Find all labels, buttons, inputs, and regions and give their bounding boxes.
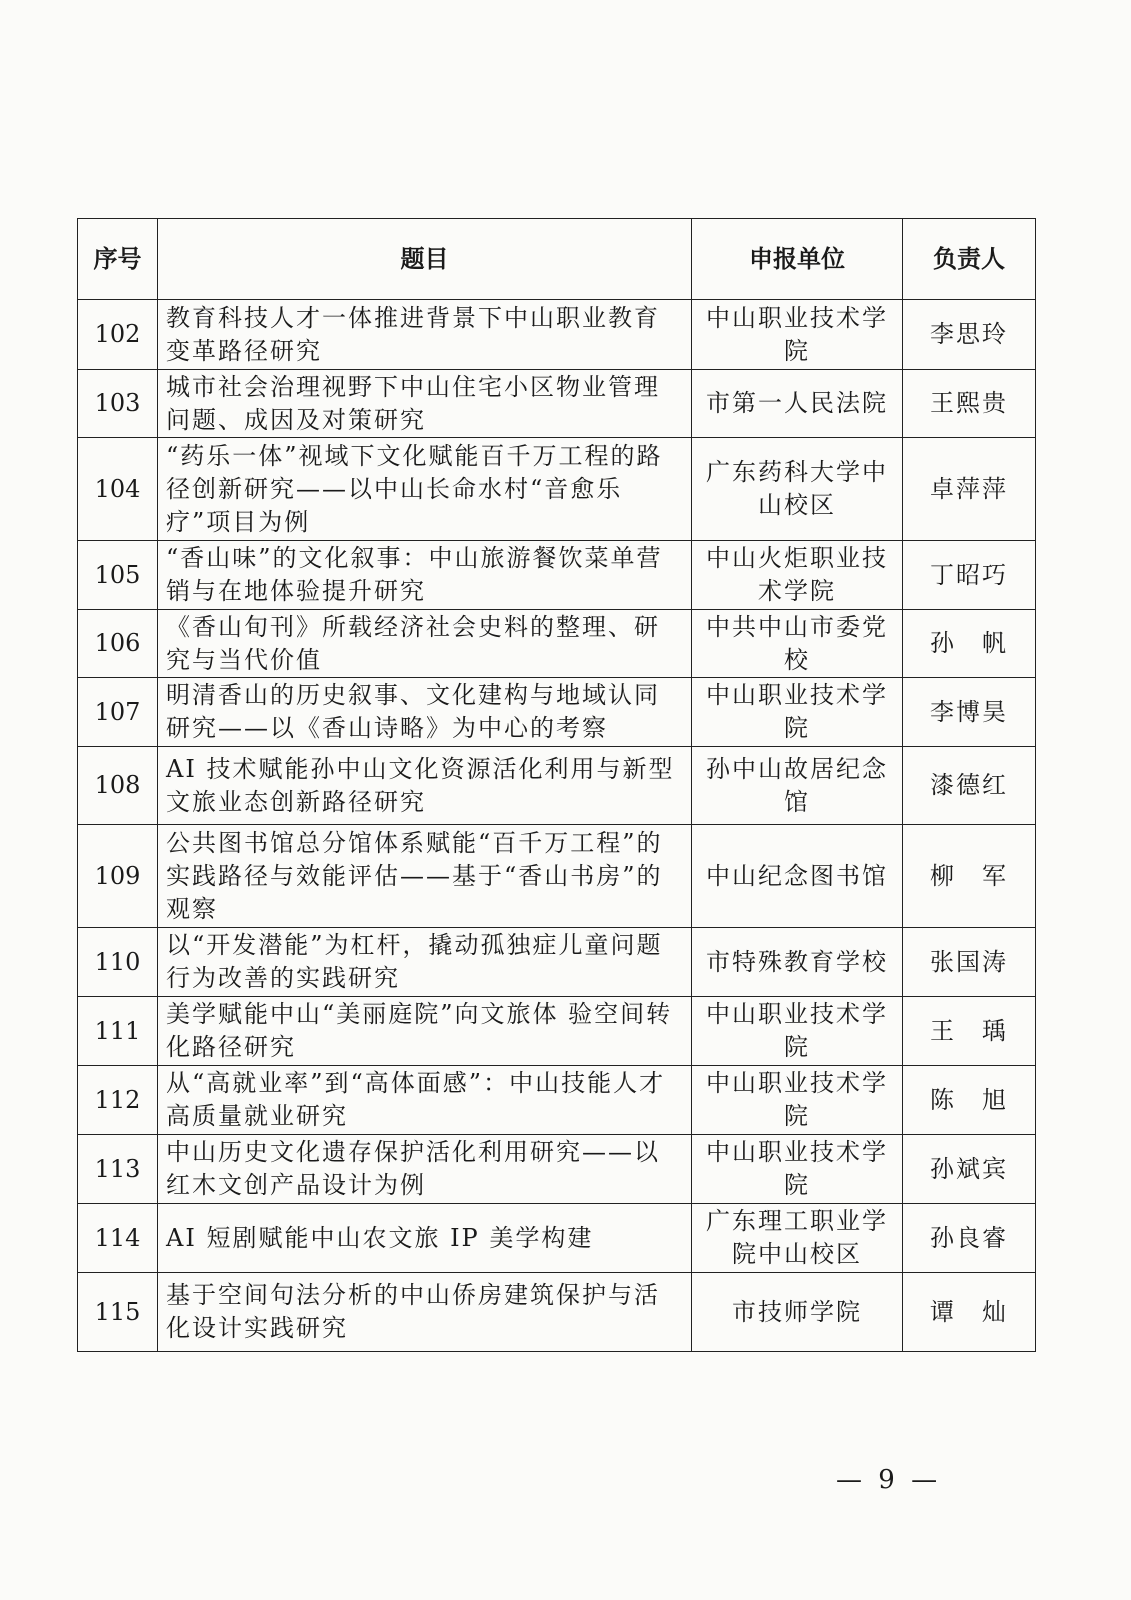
cell-title: AI 短剧赋能中山农文旅 IP 美学构建 (158, 1204, 692, 1273)
cell-no: 113 (78, 1135, 158, 1204)
cell-person: 陈 旭 (903, 1066, 1036, 1135)
cell-unit: 中山火炬职业技术学院 (692, 541, 903, 610)
cell-unit: 广东药科大学中山校区 (692, 438, 903, 541)
cell-unit: 市特殊教育学校 (692, 928, 903, 997)
cell-title: 美学赋能中山“美丽庭院”向文旅体 验空间转化路径研究 (158, 997, 692, 1066)
cell-unit: 中山职业技术学院 (692, 997, 903, 1066)
cell-unit: 孙中山故居纪念馆 (692, 747, 903, 825)
cell-unit: 中山职业技术学院 (692, 300, 903, 370)
cell-person: 张国涛 (903, 928, 1036, 997)
table-row (78, 1066, 1036, 1135)
table-row (78, 370, 1036, 438)
cell-no: 108 (78, 747, 158, 825)
cell-person: 卓萍萍 (903, 438, 1036, 541)
cell-title: “香山味”的文化叙事：中山旅游餐饮菜单营销与在地体验提升研究 (158, 541, 692, 610)
table-body (78, 300, 1036, 1352)
cell-title: 公共图书馆总分馆体系赋能“百千万工程”的实践路径与效能评估——基于“香山书房”的观察 (158, 825, 692, 928)
cell-person: 李博昊 (903, 678, 1036, 747)
cell-no: 105 (78, 541, 158, 610)
cell-person: 王熙贵 (903, 370, 1036, 438)
table-row (78, 678, 1036, 747)
cell-no: 111 (78, 997, 158, 1066)
cell-no: 106 (78, 610, 158, 678)
cell-person: 李思玲 (903, 300, 1036, 370)
cell-unit: 中山职业技术学院 (692, 1066, 903, 1135)
cell-unit: 中共中山市委党校 (692, 610, 903, 678)
header-title: 题目 (158, 219, 692, 300)
cell-person: 王 瑀 (903, 997, 1036, 1066)
cell-unit: 广东理工职业学院中山校区 (692, 1204, 903, 1273)
cell-unit: 中山职业技术学院 (692, 1135, 903, 1204)
cell-no: 112 (78, 1066, 158, 1135)
cell-no: 109 (78, 825, 158, 928)
cell-no: 114 (78, 1204, 158, 1273)
cell-person: 孙良睿 (903, 1204, 1036, 1273)
page-number: — 9 — (836, 1465, 942, 1495)
table-row (78, 300, 1036, 370)
cell-no: 107 (78, 678, 158, 747)
cell-title: 中山历史文化遗存保护活化利用研究——以红木文创产品设计为例 (158, 1135, 692, 1204)
cell-no: 102 (78, 300, 158, 370)
cell-person: 丁昭巧 (903, 541, 1036, 610)
cell-no: 110 (78, 928, 158, 997)
cell-no: 103 (78, 370, 158, 438)
table-header-row (78, 219, 1036, 300)
header-no: 序号 (78, 219, 158, 300)
table-row (78, 438, 1036, 541)
cell-title: AI 技术赋能孙中山文化资源活化利用与新型文旅业态创新路径研究 (158, 747, 692, 825)
header-unit: 申报单位 (692, 219, 903, 300)
table-row (78, 1273, 1036, 1352)
cell-person: 孙 帆 (903, 610, 1036, 678)
table-row (78, 1204, 1036, 1273)
table-row (78, 825, 1036, 928)
cell-title: 从“高就业率”到“高体面感”：中山技能人才高质量就业研究 (158, 1066, 692, 1135)
table-row (78, 997, 1036, 1066)
table-row (78, 1135, 1036, 1204)
cell-title: 《香山旬刊》所载经济社会史料的整理、研究与当代价值 (158, 610, 692, 678)
table-row (78, 541, 1036, 610)
cell-unit: 中山职业技术学院 (692, 678, 903, 747)
table-row (78, 928, 1036, 997)
table-row (78, 747, 1036, 825)
cell-no: 104 (78, 438, 158, 541)
cell-no: 115 (78, 1273, 158, 1352)
cell-title: 基于空间句法分析的中山侨房建筑保护与活化设计实践研究 (158, 1273, 692, 1352)
cell-title: 城市社会治理视野下中山住宅小区物业管理问题、成因及对策研究 (158, 370, 692, 438)
cell-person: 漆德红 (903, 747, 1036, 825)
table-row (78, 610, 1036, 678)
cell-title: 明清香山的历史叙事、文化建构与地域认同研究——以《香山诗略》为中心的考察 (158, 678, 692, 747)
cell-title: 教育科技人才一体推进背景下中山职业教育变革路径研究 (158, 300, 692, 370)
cell-person: 孙斌宾 (903, 1135, 1036, 1204)
cell-unit: 市第一人民法院 (692, 370, 903, 438)
cell-title: “药乐一体”视域下文化赋能百千万工程的路径创新研究——以中山长命水村“音愈乐疗”项目为例 (158, 438, 692, 541)
header-person: 负责人 (903, 219, 1036, 300)
cell-title: 以“开发潜能”为杠杆，撬动孤独症儿童问题行为改善的实践研究 (158, 928, 692, 997)
cell-unit: 中山纪念图书馆 (692, 825, 903, 928)
cell-unit: 市技师学院 (692, 1273, 903, 1352)
cell-person: 柳 军 (903, 825, 1036, 928)
cell-person: 谭 灿 (903, 1273, 1036, 1352)
project-table (77, 218, 1036, 1352)
